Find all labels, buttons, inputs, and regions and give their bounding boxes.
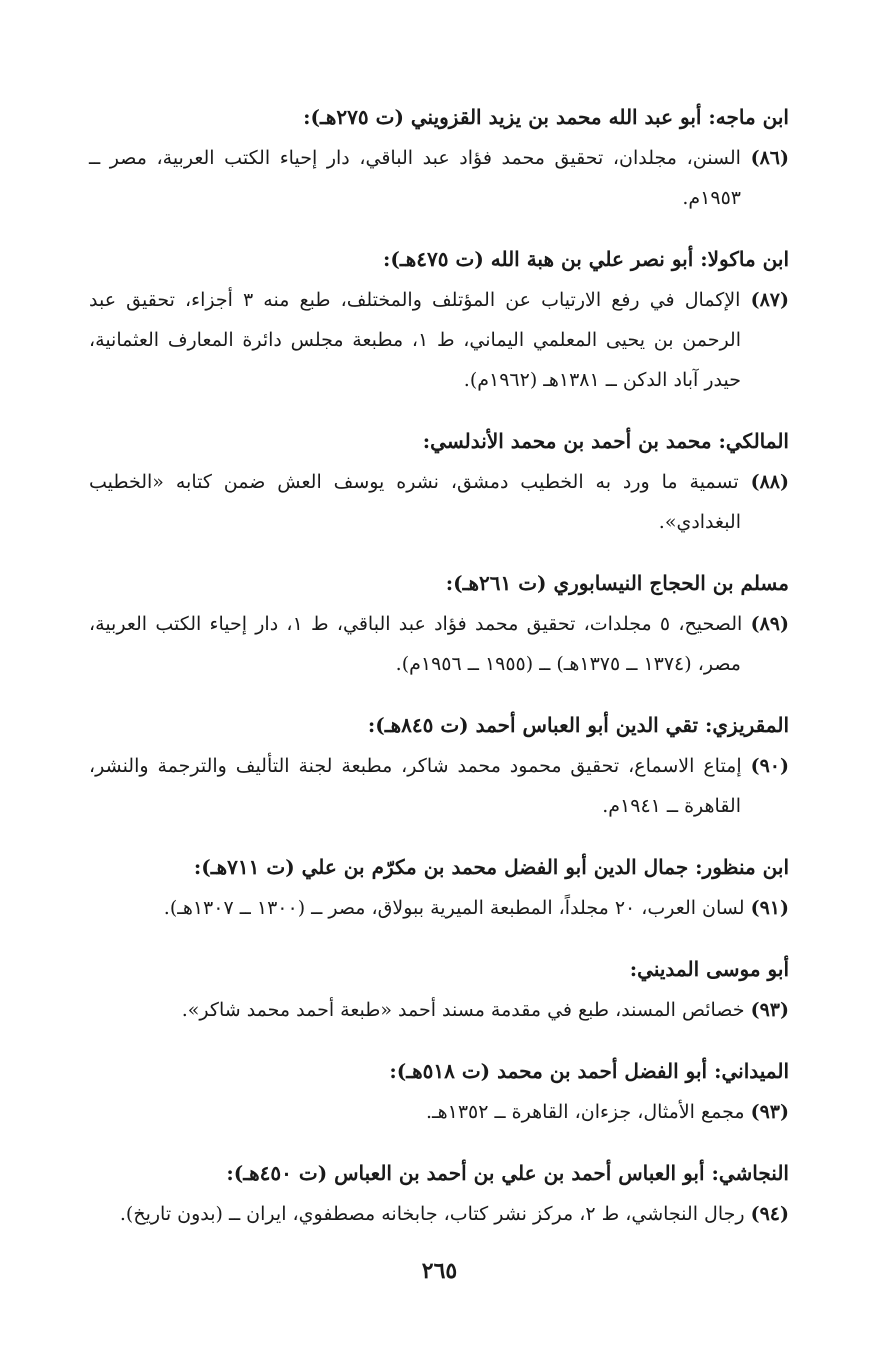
work-item: [89, 990, 789, 1030]
item-number: (٨٨): [750, 471, 789, 493]
item-number: (٨٧): [750, 289, 789, 311]
author-heading: ابن ماكولا: أبو نصر علي بن هبة الله (ت ٤٧٥هـ):: [383, 247, 789, 271]
author-heading: أبو موسى المديني:: [629, 957, 789, 981]
item-text: الإكمال في رفع الارتياب عن المؤتلف والمختلف، طبع منه ٣ أجزاء، تحقيق عبد الرحمن بن يحيى المعلمي اليماني، ط ١، مطبعة مجلس دائرة المعارف العثمانية، حيدر آباد الدكن ــ ١٣٨١هـ (١٩٦٢م).: [89, 289, 741, 391]
bibliography-entry: [89, 420, 789, 542]
author-heading: المقريزي: تقي الدين أبو العباس أحمد (ت ٨٤٥هـ):: [367, 713, 789, 737]
bibliography-entry: [89, 704, 789, 826]
bibliography-entry: [89, 1050, 789, 1132]
bibliography-entry: [89, 846, 789, 928]
bibliography-entry: [89, 948, 789, 1030]
work-item: [89, 746, 789, 826]
bibliography-entry: [89, 562, 789, 684]
item-number: (٨٦): [750, 147, 789, 169]
item-number: (٩٣): [750, 1101, 789, 1123]
item-number: (٨٩): [750, 613, 790, 635]
item-text: تسمية ما ورد به الخطيب دمشق، نشره يوسف العش ضمن كتابه «الخطيب البغدادي».: [89, 471, 741, 533]
item-number: (٩٤): [750, 1203, 789, 1225]
bibliography-entry: [89, 238, 789, 400]
author-heading: المالكي: محمد بن أحمد بن محمد الأندلسي:: [422, 429, 789, 453]
item-number: (٩٠): [750, 755, 789, 777]
item-text: الصحيح، ٥ مجلدات، تحقيق محمد فؤاد عبد الباقي، ط ١، دار إحياء الكتب العربية، مصر، (١٣٧٤ ــ ١٣٧٥هـ) ــ (١٩٥٥ ــ ١٩٥٦م).: [89, 613, 743, 675]
page-number: ٢٦٥: [421, 1258, 458, 1284]
work-item: [89, 1194, 789, 1234]
item-text: إمتاع الاسماع، تحقيق محمود محمد شاكر، مطبعة لجنة التأليف والترجمة والنشر، القاهرة ــ ١٩٤١م.: [89, 755, 742, 817]
author-heading: ابن ماجه: أبو عبد الله محمد بن يزيد القزويني (ت ٢٧٥هـ):: [303, 105, 789, 129]
work-item: [89, 138, 789, 218]
item-number: (٩٣): [750, 999, 789, 1021]
author-heading: الميداني: أبو الفضل أحمد بن محمد (ت ٥١٨هـ):: [389, 1059, 789, 1083]
work-item: [89, 280, 789, 400]
item-text: مجمع الأمثال، جزءان، القاهرة ــ ١٣٥٢هـ.: [425, 1101, 745, 1123]
item-number: (٩١): [750, 897, 789, 919]
item-text: رجال النجاشي، ط ٢، مركز نشر كتاب، جابخانه مصطفوي، ايران ــ (بدون تاريخ).: [119, 1203, 745, 1225]
bibliography-entry: [89, 96, 789, 218]
work-item: [89, 462, 789, 542]
bibliography-list: [89, 96, 789, 1254]
item-text: السنن، مجلدان، تحقيق محمد فؤاد عبد الباقي، دار إحياء الكتب العربية، مصر ــ ١٩٥٣م.: [89, 147, 741, 209]
work-item: [89, 604, 789, 684]
bibliography-entry: [89, 1152, 789, 1234]
work-item: [89, 888, 789, 928]
item-text: لسان العرب، ٢٠ مجلداً، المطبعة الميرية ببولاق، مصر ــ (١٣٠٠ ــ ١٣٠٧هـ).: [163, 897, 745, 919]
work-item: [89, 1092, 789, 1132]
author-heading: مسلم بن الحجاج النيسابوري (ت ٢٦١هـ):: [445, 571, 789, 595]
item-text: خصائص المسند، طبع في مقدمة مسند أحمد «طبعة أحمد محمد شاكر».: [181, 999, 745, 1021]
author-heading: النجاشي: أبو العباس أحمد بن علي بن أحمد بن العباس (ت ٤٥٠هـ):: [226, 1161, 789, 1185]
author-heading: ابن منظور: جمال الدين أبو الفضل محمد بن مكرّم بن علي (ت ٧١١هـ):: [193, 855, 789, 879]
